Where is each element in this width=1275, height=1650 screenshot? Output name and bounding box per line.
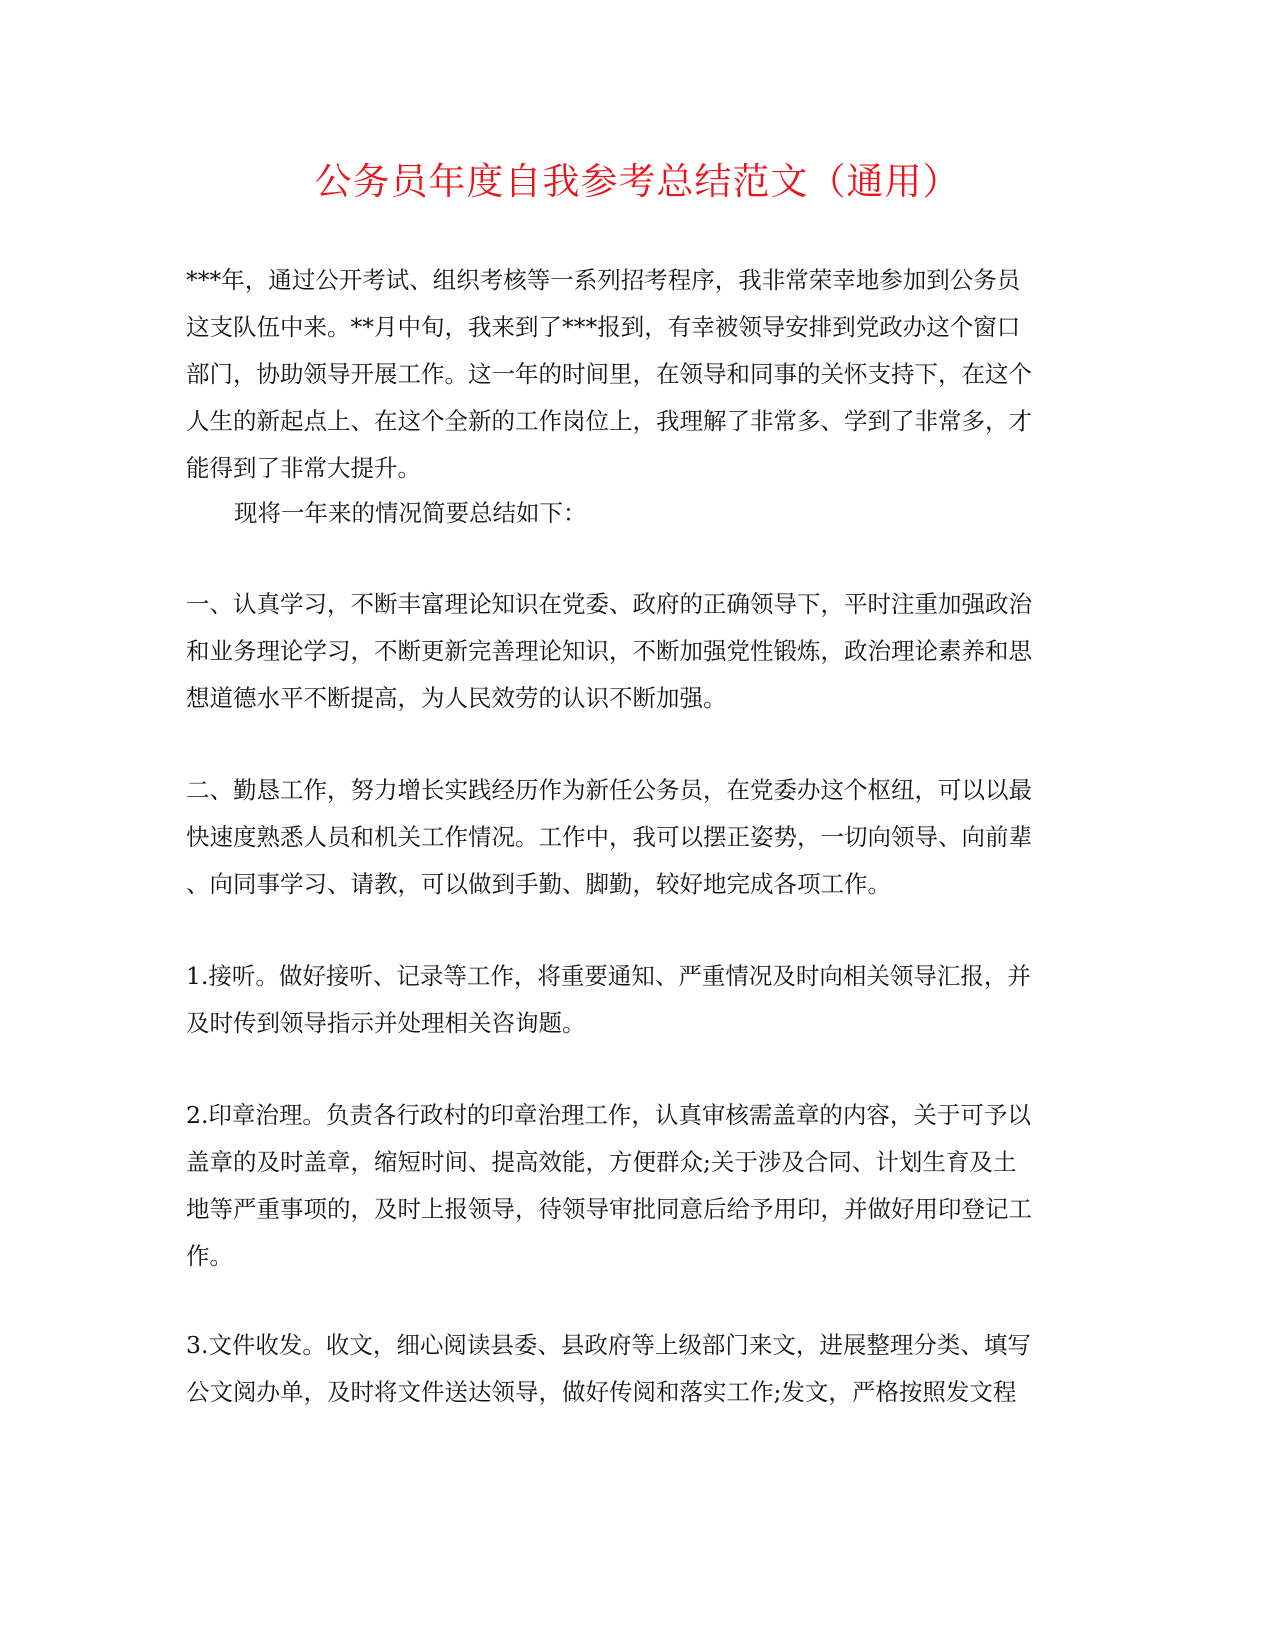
text-line: 这支队伍中来。**月中旬，我来到了***报到，有幸被领导安排到党政办这个窗口 [186,313,1021,341]
paragraph-item-three [186,1322,1091,1416]
text-line: 1.接听。做好接听、记录等工作，将重要通知、严重情况及时向相关领导汇报，并 [186,962,1031,990]
text-line: 及时传到领导指示并处理相关咨询题。 [186,1009,586,1037]
text-line: 、向同事学习、请教，可以做到手勤、脚勤，较好地完成各项工作。 [186,870,891,898]
text-line: 快速度熟悉人员和机关工作情况。工作中，我可以摆正姿势，一切向领导、向前辈 [186,823,1032,851]
text-line: 现将一年来的情况简要总结如下： [234,499,587,527]
text-line: 一、认真学习，不断丰富理论知识在党委、政府的正确领导下，平时注重加强政治 [186,590,1032,618]
text-line: 盖章的及时盖章，缩短时间、提高效能，方便群众;关于涉及合同、计划生育及土 [186,1148,1017,1176]
text-line: 地等严重事项的，及时上报领导，待领导审批同意后给予用印，并做好用印登记工 [186,1195,1032,1223]
paragraph-item-two [186,1092,1091,1280]
text-line: 部门，协助领导开展工作。这一年的时间里，在领导和同事的关怀支持下，在这个 [186,360,1032,388]
text-line: 人生的新起点上、在这个全新的工作岗位上，我理解了非常多、学到了非常多，才 [186,407,1032,435]
text-line: 和业务理论学习，不断更新完善理论知识，不断加强党性锻炼，政治理论素养和思 [186,637,1032,665]
text-line: 能得到了非常大提升。 [186,454,421,482]
paragraph-section-one [186,581,1091,722]
text-line: 2.印章治理。负责各行政村的印章治理工作，认真审核需盖章的内容，关于可予以 [186,1101,1031,1129]
text-line: 3.文件收发。收文，细心阅读县委、县政府等上级部门来文，进展整理分类、填写 [186,1331,1031,1359]
text-line: 公文阅办单，及时将文件送达领导，做好传阅和落实工作;发文，严格按照发文程 [186,1378,1017,1406]
paragraph-summary-intro [186,490,1139,537]
text-line: 想道德水平不断提高，为人民效劳的认识不断加强。 [186,684,727,712]
paragraph-item-one [186,953,1091,1047]
text-line: 作。 [186,1242,233,1270]
text-line: 二、勤恳工作，努力增长实践经历作为新任公务员，在党委办这个枢纽，可以以最 [186,776,1032,804]
paragraph-intro [186,257,1091,492]
document-title: 公务员年度自我参考总结范文（通用） [314,160,961,203]
text-line: ***年，通过公开考试、组织考核等一系列招考程序，我非常荣幸地参加到公务员 [186,266,1021,294]
paragraph-section-two [186,767,1091,908]
